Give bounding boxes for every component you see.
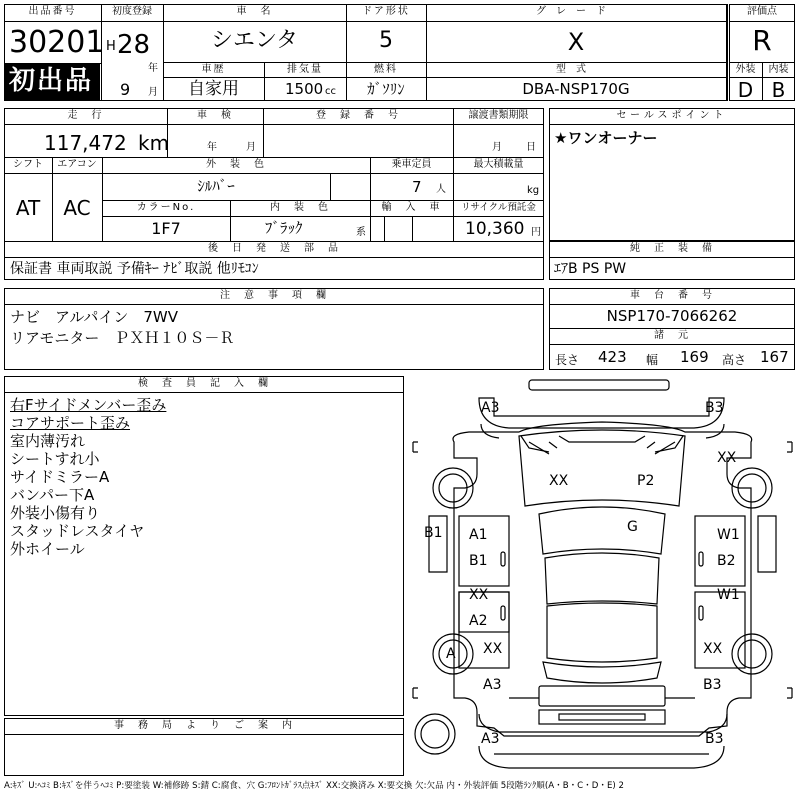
- max-load-label: 最大積載量: [473, 159, 524, 170]
- color-no-label: カラーNo.: [136, 202, 196, 213]
- interior-color-suffix: 系: [356, 227, 366, 238]
- caution-line: リアモニター ＰＸＨ１０Ｓ－Ｒ: [10, 329, 235, 347]
- legend: A:ｷｽﾞ U:ﾍｺﾐ B:ｷｽﾞを伴うﾍｺﾐ P:要塗装 W:補修跡 S:錆 C:腐食、穴 G:ﾌﾛﾝﾄｶﾞﾗｽ点ｷｽﾞ XX:交換済み X:要交換 欠:欠品 内・外装評価 5段階ﾗﾝｸ順(A・B・C・D・E) 2: [4, 781, 624, 791]
- grade: X: [567, 28, 585, 56]
- diagram-label: B3: [703, 677, 722, 693]
- diagram-label: B2: [717, 553, 736, 569]
- score-label: 評価点: [747, 6, 777, 17]
- car-name: シエンタ: [210, 28, 299, 53]
- interior-color: ﾌﾞﾗｯｸ: [265, 219, 303, 237]
- caution-label: 注 意 事 項 欄: [220, 290, 328, 301]
- diagram-label: P2: [637, 473, 655, 489]
- capacity: 7: [412, 178, 422, 196]
- shift: AT: [15, 196, 41, 220]
- era: H: [106, 39, 116, 54]
- diagram-label: A: [446, 646, 456, 662]
- capacity-label: 乗車定員: [391, 159, 432, 170]
- diagram-label: B1: [424, 525, 443, 541]
- recycle-fee: 10,360: [465, 219, 525, 239]
- model-code: DBA-NSP170G: [522, 80, 630, 98]
- exterior-grade-label: 外装: [735, 64, 756, 75]
- diagram-label: W1: [717, 587, 740, 603]
- inspection-label: 車 検: [197, 110, 233, 121]
- displacement: 1500: [285, 80, 324, 98]
- door-label: ドア形状: [362, 6, 410, 17]
- inspector-line: サイドミラーA: [10, 468, 110, 486]
- exterior-color-label: 外 装 色: [206, 159, 266, 170]
- inspection-month-unit: 月: [246, 142, 256, 153]
- later-docs: 保証書 車両取説 予備ｷｰ ﾅﾋﾞ取説 他ﾘﾓｺﾝ: [10, 261, 259, 277]
- model-code-label: 型式: [556, 64, 596, 75]
- first-listing: 初出品: [9, 66, 94, 96]
- diagram-label: XX: [469, 587, 489, 603]
- registration-label: 登 録 番 号: [316, 110, 400, 121]
- recycle-label: リサイクル預託金: [461, 202, 536, 213]
- aircon: AC: [63, 196, 91, 220]
- interior-grade: B: [771, 78, 786, 102]
- inspector-line: スタッドレスタイヤ: [10, 522, 145, 540]
- inspector-line: シートすれ小: [10, 450, 100, 468]
- grade-label: グレード: [536, 6, 616, 17]
- car-name-label: 車 名: [236, 6, 273, 17]
- aircon-label: エアコン: [57, 159, 97, 170]
- displacement-unit: cc: [325, 86, 336, 97]
- office-label: 事 務 局 よ り ご 案 内: [114, 720, 294, 731]
- history: 自家用: [188, 79, 239, 99]
- diagram-label: A1: [469, 527, 488, 543]
- year-unit: 年: [148, 63, 158, 74]
- capacity-unit: 人: [436, 184, 446, 195]
- diagram-label: XX: [717, 450, 737, 466]
- color-no: 1F7: [151, 219, 181, 238]
- interior-color-label: 内 装 色: [270, 202, 330, 213]
- genuine-equipment-text: ｴｱB PS PW: [554, 261, 627, 277]
- caution-line: ナビ アルパイン 7WV: [10, 308, 178, 326]
- diagram-label: A2: [469, 613, 488, 629]
- diagram-label: G: [627, 519, 638, 535]
- first-reg-label: 初度登録: [112, 6, 152, 17]
- diagram-label: B1: [469, 553, 488, 569]
- inspector-line: 外ホイール: [10, 540, 85, 558]
- inspector-line: コアサポート歪み: [10, 414, 131, 432]
- transfer-month-unit: 月: [492, 142, 502, 153]
- width: 169: [680, 348, 709, 366]
- diagram-label: B3: [705, 731, 724, 747]
- sales-points-block: [549, 108, 795, 241]
- sales-points-label: セールスポイント: [616, 110, 728, 121]
- fuel-label: 燃料: [374, 64, 398, 75]
- lot-number-label: 出品番号: [28, 6, 77, 17]
- diagram-label: W1: [717, 527, 740, 543]
- inspector-line: バンパー下A: [10, 486, 95, 504]
- lot-number: 30201: [9, 25, 105, 60]
- history-label: 車歴: [201, 64, 226, 75]
- diagram-label: XX: [549, 473, 569, 489]
- chassis-number: NSP170-7066262: [606, 307, 738, 325]
- width-label: 幅: [646, 353, 659, 367]
- inspector-line: 外装小傷有り: [10, 504, 101, 522]
- reg-month: 9: [120, 80, 131, 99]
- inspection-year-unit: 年: [207, 142, 217, 153]
- diagram-label: A3: [481, 400, 500, 416]
- height: 167: [760, 348, 789, 366]
- score: R: [752, 24, 772, 57]
- import-label: 輸 入 車: [381, 202, 442, 213]
- mileage-label: 走 行: [67, 110, 104, 121]
- diagram-label: A3: [483, 677, 502, 693]
- diagram-label: XX: [483, 641, 503, 657]
- inspector-notes: [10, 396, 166, 558]
- exterior-grade: D: [737, 78, 754, 102]
- recycle-unit: 円: [531, 227, 541, 238]
- genuine-equipment-label: 純 正 装 備: [630, 243, 714, 254]
- shift-label: シフト: [13, 159, 43, 170]
- exterior-color: ｼﾙﾊﾞｰ: [197, 177, 235, 195]
- mileage: 117,472: [44, 131, 127, 155]
- doors: 5: [379, 28, 393, 53]
- car-diagram: [409, 376, 796, 780]
- interior-grade-label: 内装: [768, 64, 789, 75]
- reg-year: 28: [117, 30, 151, 60]
- diagram-label: A3: [481, 731, 500, 747]
- transfer-label: 譲渡書類期限: [468, 110, 529, 121]
- height-label: 高さ: [722, 353, 747, 367]
- later-docs-label: 後 日 発 送 部 品: [208, 243, 340, 254]
- dims-label: 諸 元: [654, 330, 690, 341]
- sales-points-text: ★ワンオーナー: [554, 129, 658, 147]
- displacement-label: 排気量: [287, 64, 323, 75]
- inspector-line: 室内薄汚れ: [10, 432, 86, 450]
- max-load-unit: kg: [527, 185, 540, 196]
- mileage-unit: km: [138, 131, 170, 155]
- diagram-label: B3: [705, 400, 724, 416]
- length: 423: [598, 348, 627, 366]
- fuel: ｶﾞｿﾘﾝ: [367, 80, 405, 98]
- length-label: 長さ: [555, 353, 580, 367]
- inspector-label: 検 査 員 記 入 欄: [138, 378, 270, 389]
- inspector-line: 右Fサイドメンバー歪み: [10, 396, 167, 414]
- transfer-day-unit: 日: [526, 142, 536, 153]
- car-diagram-svg: [409, 376, 796, 776]
- chassis-label: 車 台 番 号: [630, 290, 714, 301]
- diagram-label: XX: [703, 641, 723, 657]
- month-unit: 月: [148, 87, 158, 98]
